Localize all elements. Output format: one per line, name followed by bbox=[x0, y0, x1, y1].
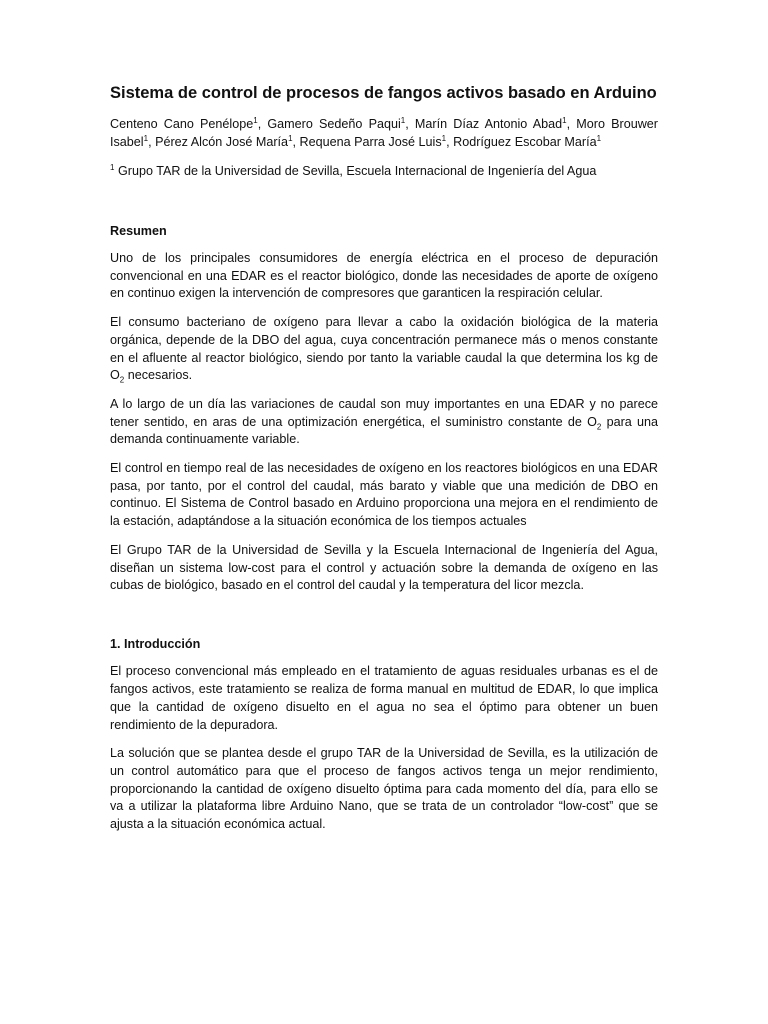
affiliation-mark: 1 bbox=[110, 162, 115, 172]
abstract-paragraph-1: Uno de los principales consumidores de energía eléctrica en el proceso de depuración convencional en una EDAR es el reactor biológico, donde las necesidades de aporte de oxígeno en continuo exigen la intervención de compresores que garanticen la respiración celular. bbox=[110, 251, 658, 301]
paragraph-text: para una demanda continuamente variable. bbox=[110, 414, 658, 447]
abstract-paragraph-5: El Grupo TAR de la Universidad de Sevilla y la Escuela Internacional de Ingeniería del Agua, diseñan un sistema low-cost para el control y actuación sobre la demanda de oxígeno en las cubas de biológico, basado en el control del caudal y la temperatura del licor mezcla. bbox=[110, 542, 658, 593]
abstract-paragraph-4: El control en tiempo real de las necesidades de oxígeno en los reactores biológicos en una EDAR pasa, por tanto, por el control del caudal, más barato y viable que una medición de DBO en continuo. El Sistema de Control basado en Arduino proporciona una mejora en el rendimiento de la estación, adaptándose a la situación económica de los tiempos actuales bbox=[110, 461, 658, 529]
subscript: 2 bbox=[596, 422, 602, 432]
abstract-paragraph-3 bbox=[110, 396, 658, 449]
abstract-paragraph-2 bbox=[110, 314, 658, 385]
author-name: Moro Brouwer Isabel bbox=[110, 117, 659, 149]
author-affiliation-mark: 1 bbox=[596, 133, 602, 143]
author-name: Requena Parra José Luis bbox=[299, 134, 442, 149]
author-name: Centeno Cano Penélope bbox=[110, 117, 254, 131]
author-affiliation-mark: 1 bbox=[400, 115, 406, 125]
author-list: Centeno Cano Penélope$^1$, Gamero Sedeño Paqui$^1$, Marín Díaz Antonio Abad$^1$, Moro Brouwer Isabel$^1$, Pérez Alcón José María$^1$, Requena Parra José Luis$^1$, Rodríguez Escobar María$^1$ bbox=[110, 115, 659, 149]
paper-title: Sistema de control de procesos de fangos activos basado en Arduino bbox=[110, 84, 657, 102]
abstract-heading: Resumen bbox=[110, 223, 167, 238]
intro-paragraph-2: La solución que se plantea desde el grupo TAR de la Universidad de Sevilla, es la utilización de un control automático para que el proceso de fangos activos tenga un mejor rendimiento, proporcionando la cantidad de oxígeno disuelto óptima para cada momento del día, para ello se va a utilizar la plataforma libre Arduino Nano, que se trata de un controlador “low-cost” que se ajusta a la situación económica actual. bbox=[110, 746, 658, 832]
paragraph-text: necesarios. bbox=[124, 368, 193, 383]
affiliation bbox=[110, 163, 658, 181]
subscript: 2 bbox=[119, 375, 125, 385]
intro-paragraph-1: El proceso convencional más empleado en el tratamiento de aguas residuales urbanas es el de fangos activos, este tratamiento se realiza de forma manual en multitud de EDAR, lo que implica que la cantidad de oxígeno disuelto en el agua no sea el óptimo para obtener un buen rendimiento de la depuradora. bbox=[110, 664, 658, 732]
author-affiliation-mark: 1 bbox=[143, 133, 149, 143]
author-name: Pérez Alcón José María bbox=[155, 134, 289, 149]
author-affiliation-mark: 1 bbox=[253, 115, 258, 125]
author-affiliation-mark: 1 bbox=[441, 133, 447, 143]
section-spacer bbox=[110, 606, 658, 636]
paragraph-text: El consumo bacteriano de oxígeno para llevar a cabo la oxidación biológica de la materia orgánica, depende de la DBO del agua, cuya concentración permanece más o menos constante en el afluente al reactor biológico, siendo por tanto la variable caudal la que determina los kg de O bbox=[110, 315, 658, 383]
paragraph-text: A lo largo de un día las variaciones de caudal son muy importantes en una EDAR y no parece tener sentido, en aras de una optimización energética, el suministro constante de O bbox=[110, 396, 658, 429]
affiliation-text: Grupo TAR de la Universidad de Sevilla, Escuela Internacional de Ingeniería del Agua bbox=[114, 164, 597, 178]
author-name: Rodríguez Escobar María bbox=[453, 134, 597, 149]
author-name: Gamero Sedeño Paqui bbox=[267, 117, 401, 131]
author-name: Marín Díaz Antonio Abad bbox=[414, 117, 563, 131]
intro-heading: 1. Introducción bbox=[110, 636, 201, 651]
author-affiliation-mark: 1 bbox=[288, 133, 293, 143]
author-affiliation-mark: 1 bbox=[562, 115, 567, 125]
